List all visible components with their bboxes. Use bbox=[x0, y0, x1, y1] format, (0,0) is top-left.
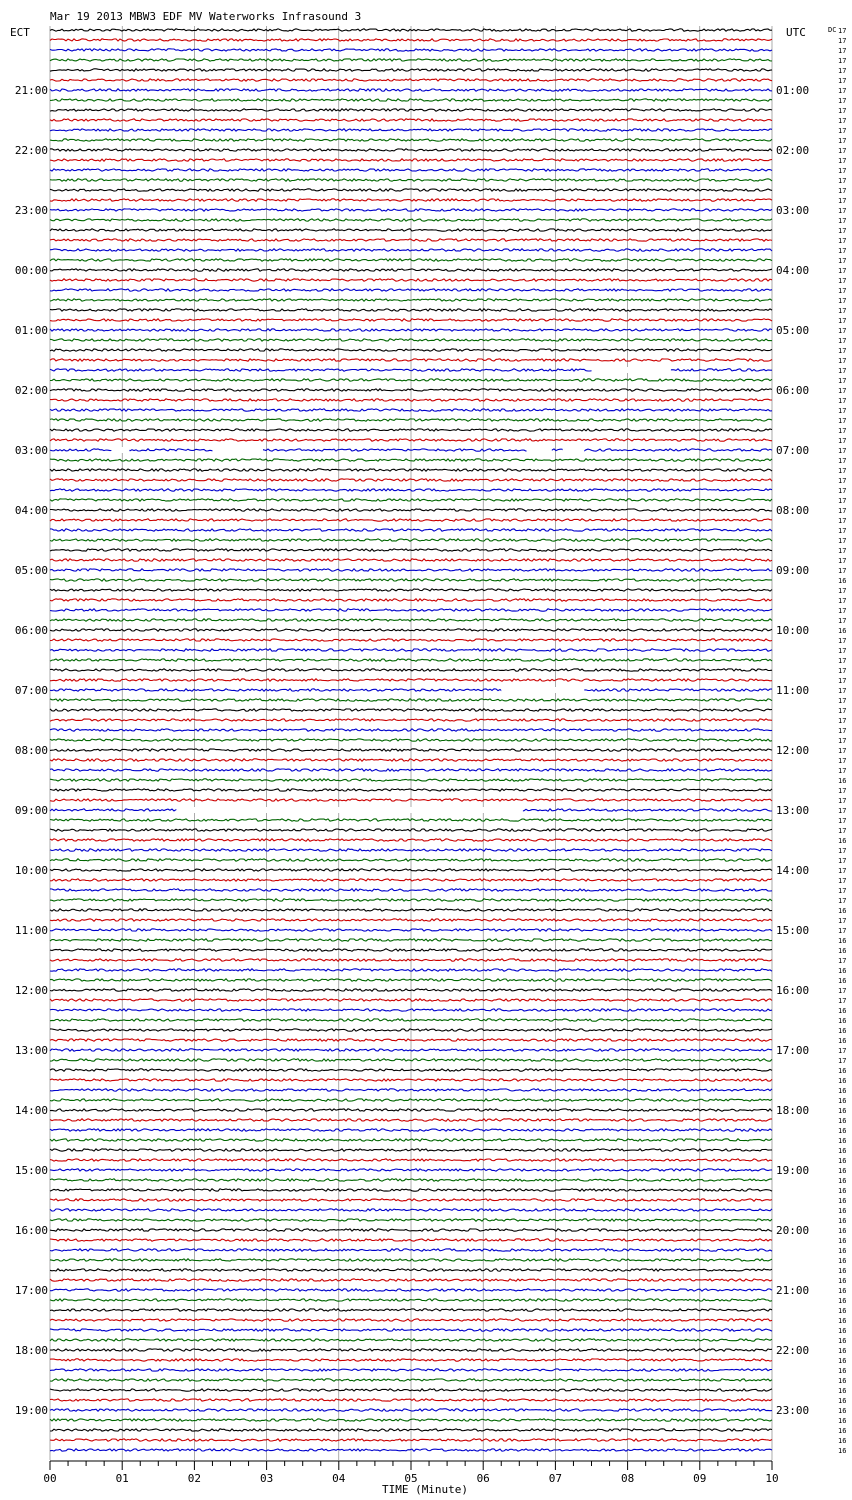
utc-hour-label: 13:00 bbox=[776, 804, 810, 817]
dc-value: 17 bbox=[838, 507, 847, 515]
data-gap bbox=[527, 447, 552, 453]
dc-value: 16 bbox=[838, 1127, 847, 1135]
dc-value: 17 bbox=[838, 367, 847, 375]
dc-label: DC bbox=[828, 26, 837, 34]
dc-value: 17 bbox=[838, 857, 847, 865]
grid-lines bbox=[50, 26, 772, 1460]
dc-value: 17 bbox=[838, 447, 847, 455]
dc-value: 17 bbox=[838, 467, 847, 475]
dc-value: 17 bbox=[838, 457, 847, 465]
dc-value: 16 bbox=[838, 1417, 847, 1425]
dc-value: 16 bbox=[838, 1007, 847, 1015]
dc-value: 17 bbox=[838, 167, 847, 175]
dc-value: 17 bbox=[838, 817, 847, 825]
dc-value: 17 bbox=[838, 337, 847, 345]
ect-hour-label: 06:00 bbox=[14, 624, 48, 637]
dc-value: 17 bbox=[838, 997, 847, 1005]
dc-value: 16 bbox=[838, 977, 847, 985]
dc-value: 16 bbox=[838, 967, 847, 975]
dc-value: 16 bbox=[838, 1197, 847, 1205]
utc-hour-label: 19:00 bbox=[776, 1164, 810, 1177]
dc-value: 17 bbox=[838, 877, 847, 885]
dc-value: 16 bbox=[838, 1107, 847, 1115]
dc-value: 16 bbox=[838, 937, 847, 945]
dc-value: 17 bbox=[838, 137, 847, 145]
utc-hour-label: 06:00 bbox=[776, 384, 810, 397]
ect-hour-label: 03:00 bbox=[14, 444, 48, 457]
dc-value: 16 bbox=[838, 1177, 847, 1185]
dc-value: 16 bbox=[838, 1267, 847, 1275]
dc-value: 16 bbox=[838, 1027, 847, 1035]
utc-hour-label: 04:00 bbox=[776, 264, 810, 277]
dc-value: 17 bbox=[838, 437, 847, 445]
dc-value: 17 bbox=[838, 897, 847, 905]
dc-value: 17 bbox=[838, 547, 847, 555]
dc-value: 17 bbox=[838, 727, 847, 735]
dc-value: 16 bbox=[838, 1447, 847, 1455]
dc-value: 17 bbox=[838, 187, 847, 195]
dc-value: 17 bbox=[838, 657, 847, 665]
utc-hour-label: 14:00 bbox=[776, 864, 810, 877]
dc-value: 16 bbox=[838, 1237, 847, 1245]
dc-value: 17 bbox=[838, 317, 847, 325]
dc-value: 17 bbox=[838, 847, 847, 855]
dc-value: 17 bbox=[838, 887, 847, 895]
dc-value: 16 bbox=[838, 1387, 847, 1395]
dc-value: 16 bbox=[838, 1257, 847, 1265]
dc-value: 16 bbox=[838, 1037, 847, 1045]
dc-value: 16 bbox=[838, 1307, 847, 1315]
dc-value: 17 bbox=[838, 517, 847, 525]
dc-value: 17 bbox=[838, 177, 847, 185]
dc-value: 17 bbox=[838, 757, 847, 765]
dc-value: 17 bbox=[838, 27, 847, 35]
utc-hour-label: 08:00 bbox=[776, 504, 810, 517]
x-tick-label: 01 bbox=[115, 1472, 129, 1485]
ect-hour-label: 12:00 bbox=[14, 984, 48, 997]
ect-hour-label: 00:00 bbox=[14, 264, 48, 277]
dc-value: 17 bbox=[838, 217, 847, 225]
dc-value: 17 bbox=[838, 497, 847, 505]
utc-hour-label: 22:00 bbox=[776, 1344, 810, 1357]
dc-value: 17 bbox=[838, 147, 847, 155]
ect-hour-label: 01:00 bbox=[14, 324, 48, 337]
dc-value: 17 bbox=[838, 47, 847, 55]
x-tick-label: 02 bbox=[187, 1472, 202, 1485]
data-gap bbox=[592, 367, 671, 373]
dc-value: 16 bbox=[838, 1327, 847, 1335]
utc-hour-label: 09:00 bbox=[776, 564, 810, 577]
dc-value: 16 bbox=[838, 1357, 847, 1365]
x-tick-label: 04 bbox=[332, 1472, 346, 1485]
utc-hour-label: 16:00 bbox=[776, 984, 810, 997]
dc-value: 17 bbox=[838, 157, 847, 165]
dc-value: 17 bbox=[838, 667, 847, 675]
dc-value: 17 bbox=[838, 307, 847, 315]
ect-hour-label: 10:00 bbox=[14, 864, 48, 877]
dc-value: 17 bbox=[838, 567, 847, 575]
dc-value: 16 bbox=[838, 1297, 847, 1305]
dc-value: 17 bbox=[838, 607, 847, 615]
ect-hour-label: 11:00 bbox=[14, 924, 48, 937]
utc-hour-label: 17:00 bbox=[776, 1044, 810, 1057]
dc-value: 17 bbox=[838, 237, 847, 245]
dc-value: 17 bbox=[838, 677, 847, 685]
ect-hour-label: 21:00 bbox=[14, 84, 48, 97]
dc-value: 16 bbox=[838, 1397, 847, 1405]
utc-hour-label: 15:00 bbox=[776, 924, 810, 937]
dc-value: 16 bbox=[838, 577, 847, 585]
ect-hour-label: 04:00 bbox=[14, 504, 48, 517]
utc-hour-label: 20:00 bbox=[776, 1224, 810, 1237]
dc-value: 17 bbox=[838, 197, 847, 205]
dc-value: 17 bbox=[838, 207, 847, 215]
dc-value: 17 bbox=[838, 867, 847, 875]
x-tick-label: 03 bbox=[259, 1472, 274, 1485]
x-tick-label: 09 bbox=[693, 1472, 707, 1485]
dc-value: 17 bbox=[838, 787, 847, 795]
ect-hour-label: 13:00 bbox=[14, 1044, 48, 1057]
ect-hour-label: 02:00 bbox=[14, 384, 48, 397]
dc-value: 17 bbox=[838, 1057, 847, 1065]
x-axis bbox=[43, 1461, 778, 1485]
utc-hour-label: 12:00 bbox=[776, 744, 810, 757]
dc-value: 16 bbox=[838, 1087, 847, 1095]
dc-value: 16 bbox=[838, 1147, 847, 1155]
ect-hour-label: 15:00 bbox=[14, 1164, 48, 1177]
dc-value: 17 bbox=[838, 227, 847, 235]
data-gap bbox=[501, 687, 584, 693]
ect-hour-label: 18:00 bbox=[14, 1344, 48, 1357]
dc-value: 17 bbox=[838, 987, 847, 995]
dc-value: 16 bbox=[838, 1227, 847, 1235]
dc-value: 17 bbox=[838, 117, 847, 125]
dc-value: 16 bbox=[838, 1427, 847, 1435]
utc-hour-label: 23:00 bbox=[776, 1404, 810, 1417]
dc-value: 17 bbox=[838, 127, 847, 135]
ect-hour-label: 14:00 bbox=[14, 1104, 48, 1117]
dc-value: 17 bbox=[838, 1047, 847, 1055]
dc-value: 16 bbox=[838, 1277, 847, 1285]
utc-hour-label: 10:00 bbox=[776, 624, 810, 637]
dc-value: 16 bbox=[838, 1367, 847, 1375]
dc-value: 17 bbox=[838, 737, 847, 745]
dc-value: 17 bbox=[838, 87, 847, 95]
dc-value: 17 bbox=[838, 487, 847, 495]
dc-value: 17 bbox=[838, 687, 847, 695]
dc-value: 17 bbox=[838, 717, 847, 725]
dc-value: 16 bbox=[838, 1167, 847, 1175]
dc-value: 16 bbox=[838, 947, 847, 955]
data-gap bbox=[111, 447, 129, 453]
dc-value: 17 bbox=[838, 297, 847, 305]
dc-value: 16 bbox=[838, 1207, 847, 1215]
ect-hour-label: 22:00 bbox=[14, 144, 48, 157]
dc-value: 16 bbox=[838, 1137, 847, 1145]
ect-hour-label: 19:00 bbox=[14, 1404, 48, 1417]
x-axis-label: TIME (Minute) bbox=[381, 1483, 469, 1496]
dc-value: 16 bbox=[838, 1337, 847, 1345]
utc-hour-label: 01:00 bbox=[776, 84, 810, 97]
dc-value: 17 bbox=[838, 287, 847, 295]
utc-hour-label: 11:00 bbox=[776, 684, 810, 697]
dc-value: 16 bbox=[838, 1067, 847, 1075]
dc-value: 17 bbox=[838, 797, 847, 805]
x-tick-label: 06 bbox=[476, 1472, 490, 1485]
ect-hour-label: 16:00 bbox=[14, 1224, 48, 1237]
dc-value: 17 bbox=[838, 637, 847, 645]
hour-label-group bbox=[15, 84, 809, 1417]
data-gap bbox=[176, 807, 523, 813]
dc-value: 17 bbox=[838, 397, 847, 405]
dc-value: 17 bbox=[838, 747, 847, 755]
dc-value: 16 bbox=[838, 1347, 847, 1355]
dc-value: 16 bbox=[838, 1157, 847, 1165]
dc-value: 17 bbox=[838, 587, 847, 595]
dc-value: 17 bbox=[838, 417, 847, 425]
dc-value: 16 bbox=[838, 1097, 847, 1105]
dc-value: 16 bbox=[838, 1317, 847, 1325]
dc-value: 17 bbox=[838, 377, 847, 385]
ect-hour-label: 08:00 bbox=[14, 744, 48, 757]
dc-value: 17 bbox=[838, 267, 847, 275]
dc-value: 17 bbox=[838, 407, 847, 415]
utc-hour-label: 02:00 bbox=[776, 144, 810, 157]
dc-value: 17 bbox=[838, 67, 847, 75]
dc-value: 16 bbox=[838, 1377, 847, 1385]
dc-value: 16 bbox=[838, 1437, 847, 1445]
data-gap bbox=[212, 447, 263, 453]
dc-value: 17 bbox=[838, 107, 847, 115]
dc-value: 16 bbox=[838, 1187, 847, 1195]
dc-value: 17 bbox=[838, 527, 847, 535]
dc-value: 17 bbox=[838, 537, 847, 545]
dc-value: 16 bbox=[838, 837, 847, 845]
utc-hour-label: 18:00 bbox=[776, 1104, 810, 1117]
dc-value: 16 bbox=[838, 1407, 847, 1415]
dc-value: 17 bbox=[838, 347, 847, 355]
ect-hour-label: 05:00 bbox=[14, 564, 48, 577]
dc-value: 17 bbox=[838, 327, 847, 335]
ect-hour-label: 23:00 bbox=[14, 204, 48, 217]
utc-hour-label: 05:00 bbox=[776, 324, 810, 337]
x-tick-label: 05 bbox=[404, 1472, 418, 1485]
x-tick-label: 08 bbox=[620, 1472, 635, 1485]
x-tick-label: 10 bbox=[765, 1472, 779, 1485]
dc-value: 17 bbox=[838, 597, 847, 605]
dc-value: 17 bbox=[838, 257, 847, 265]
dc-value: 17 bbox=[838, 57, 847, 65]
dc-value: 16 bbox=[838, 627, 847, 635]
x-tick-label: 00 bbox=[43, 1472, 57, 1485]
dc-value: 17 bbox=[838, 707, 847, 715]
dc-value: 17 bbox=[838, 557, 847, 565]
dc-value: 17 bbox=[838, 77, 847, 85]
dc-value: 16 bbox=[838, 1117, 847, 1125]
dc-value: 16 bbox=[838, 1017, 847, 1025]
dc-value: 17 bbox=[838, 387, 847, 395]
dc-value: 17 bbox=[838, 247, 847, 255]
left-axis-label: ECT bbox=[10, 26, 30, 39]
chart-title: Mar 19 2013 MBW3 EDF MV Waterworks Infrasound 3 bbox=[50, 10, 362, 23]
dc-value: 16 bbox=[838, 1247, 847, 1255]
data-gap bbox=[563, 447, 585, 453]
dc-value: 17 bbox=[838, 827, 847, 835]
dc-value: 17 bbox=[838, 697, 847, 705]
utc-hour-label: 07:00 bbox=[776, 444, 810, 457]
right-axis-label: UTC bbox=[786, 26, 806, 39]
dc-value: 16 bbox=[838, 1077, 847, 1085]
dc-value: 16 bbox=[838, 1287, 847, 1295]
x-tick-label: 07 bbox=[548, 1472, 563, 1485]
dc-value-group bbox=[838, 27, 846, 1455]
ect-hour-label: 17:00 bbox=[14, 1284, 48, 1297]
dc-value: 16 bbox=[838, 1217, 847, 1225]
dc-value: 17 bbox=[838, 917, 847, 925]
ect-hour-label: 09:00 bbox=[14, 804, 48, 817]
utc-hour-label: 03:00 bbox=[776, 204, 810, 217]
dc-value: 17 bbox=[838, 427, 847, 435]
dc-value: 17 bbox=[838, 647, 847, 655]
dc-value: 17 bbox=[838, 477, 847, 485]
dc-value: 17 bbox=[838, 617, 847, 625]
dc-value: 17 bbox=[838, 277, 847, 285]
dc-value: 17 bbox=[838, 357, 847, 365]
dc-value: 17 bbox=[838, 97, 847, 105]
dc-value: 17 bbox=[838, 767, 847, 775]
dc-value: 16 bbox=[838, 907, 847, 915]
dc-value: 17 bbox=[838, 37, 847, 45]
dc-value: 17 bbox=[838, 807, 847, 815]
ect-hour-label: 07:00 bbox=[14, 684, 48, 697]
dc-value: 16 bbox=[838, 777, 847, 785]
utc-hour-label: 21:00 bbox=[776, 1284, 810, 1297]
dc-value: 17 bbox=[838, 927, 847, 935]
dc-value: 17 bbox=[838, 957, 847, 965]
